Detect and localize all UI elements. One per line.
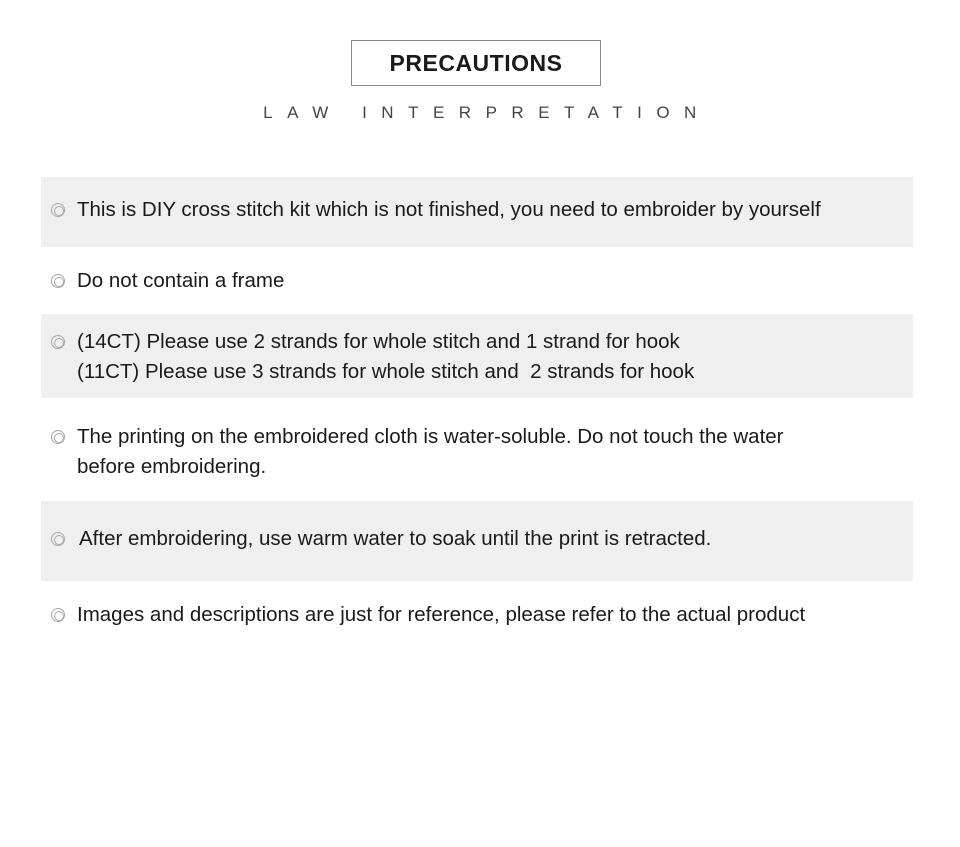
circle-bullet-icon xyxy=(51,335,65,349)
page-subtitle: LAW INTERPRETATION xyxy=(263,103,711,122)
precaution-line: Do not contain a frame xyxy=(77,269,285,292)
circle-bullet-icon xyxy=(51,608,65,622)
precaution-line: This is DIY cross stitch kit which is not finished, you need to embroider by yourself xyxy=(77,198,821,221)
precaution-line: (11CT) Please use 3 strands for whole stitch and 2 strands for hook xyxy=(77,360,695,383)
precaution-text xyxy=(77,195,821,225)
precaution-item xyxy=(41,262,913,302)
circle-bullet-icon xyxy=(51,274,65,288)
precaution-text xyxy=(77,327,694,387)
precaution-line: After embroidering, use warm water to soak until the print is retracted. xyxy=(79,527,712,550)
precaution-line: Images and descriptions are just for reference, please refer to the actual product xyxy=(77,603,806,626)
precaution-item xyxy=(41,596,913,636)
precaution-text xyxy=(77,600,805,630)
page-title: PRECAUTIONS xyxy=(389,49,563,76)
title-box xyxy=(351,40,601,86)
precaution-text xyxy=(79,524,711,554)
precaution-item xyxy=(41,177,913,247)
precaution-line: The printing on the embroidered cloth is water-soluble. Do not touch the water xyxy=(77,425,784,448)
precaution-item xyxy=(41,408,913,488)
precaution-text xyxy=(77,422,784,482)
circle-bullet-icon xyxy=(51,430,65,444)
circle-bullet-icon xyxy=(51,203,65,217)
precaution-item xyxy=(41,501,913,581)
precaution-text xyxy=(77,266,284,296)
precaution-line: (14CT) Please use 2 strands for whole stitch and 1 strand for hook xyxy=(77,330,680,353)
precaution-line: before embroidering. xyxy=(77,455,267,478)
precaution-item xyxy=(41,314,913,398)
circle-bullet-icon xyxy=(51,532,65,546)
